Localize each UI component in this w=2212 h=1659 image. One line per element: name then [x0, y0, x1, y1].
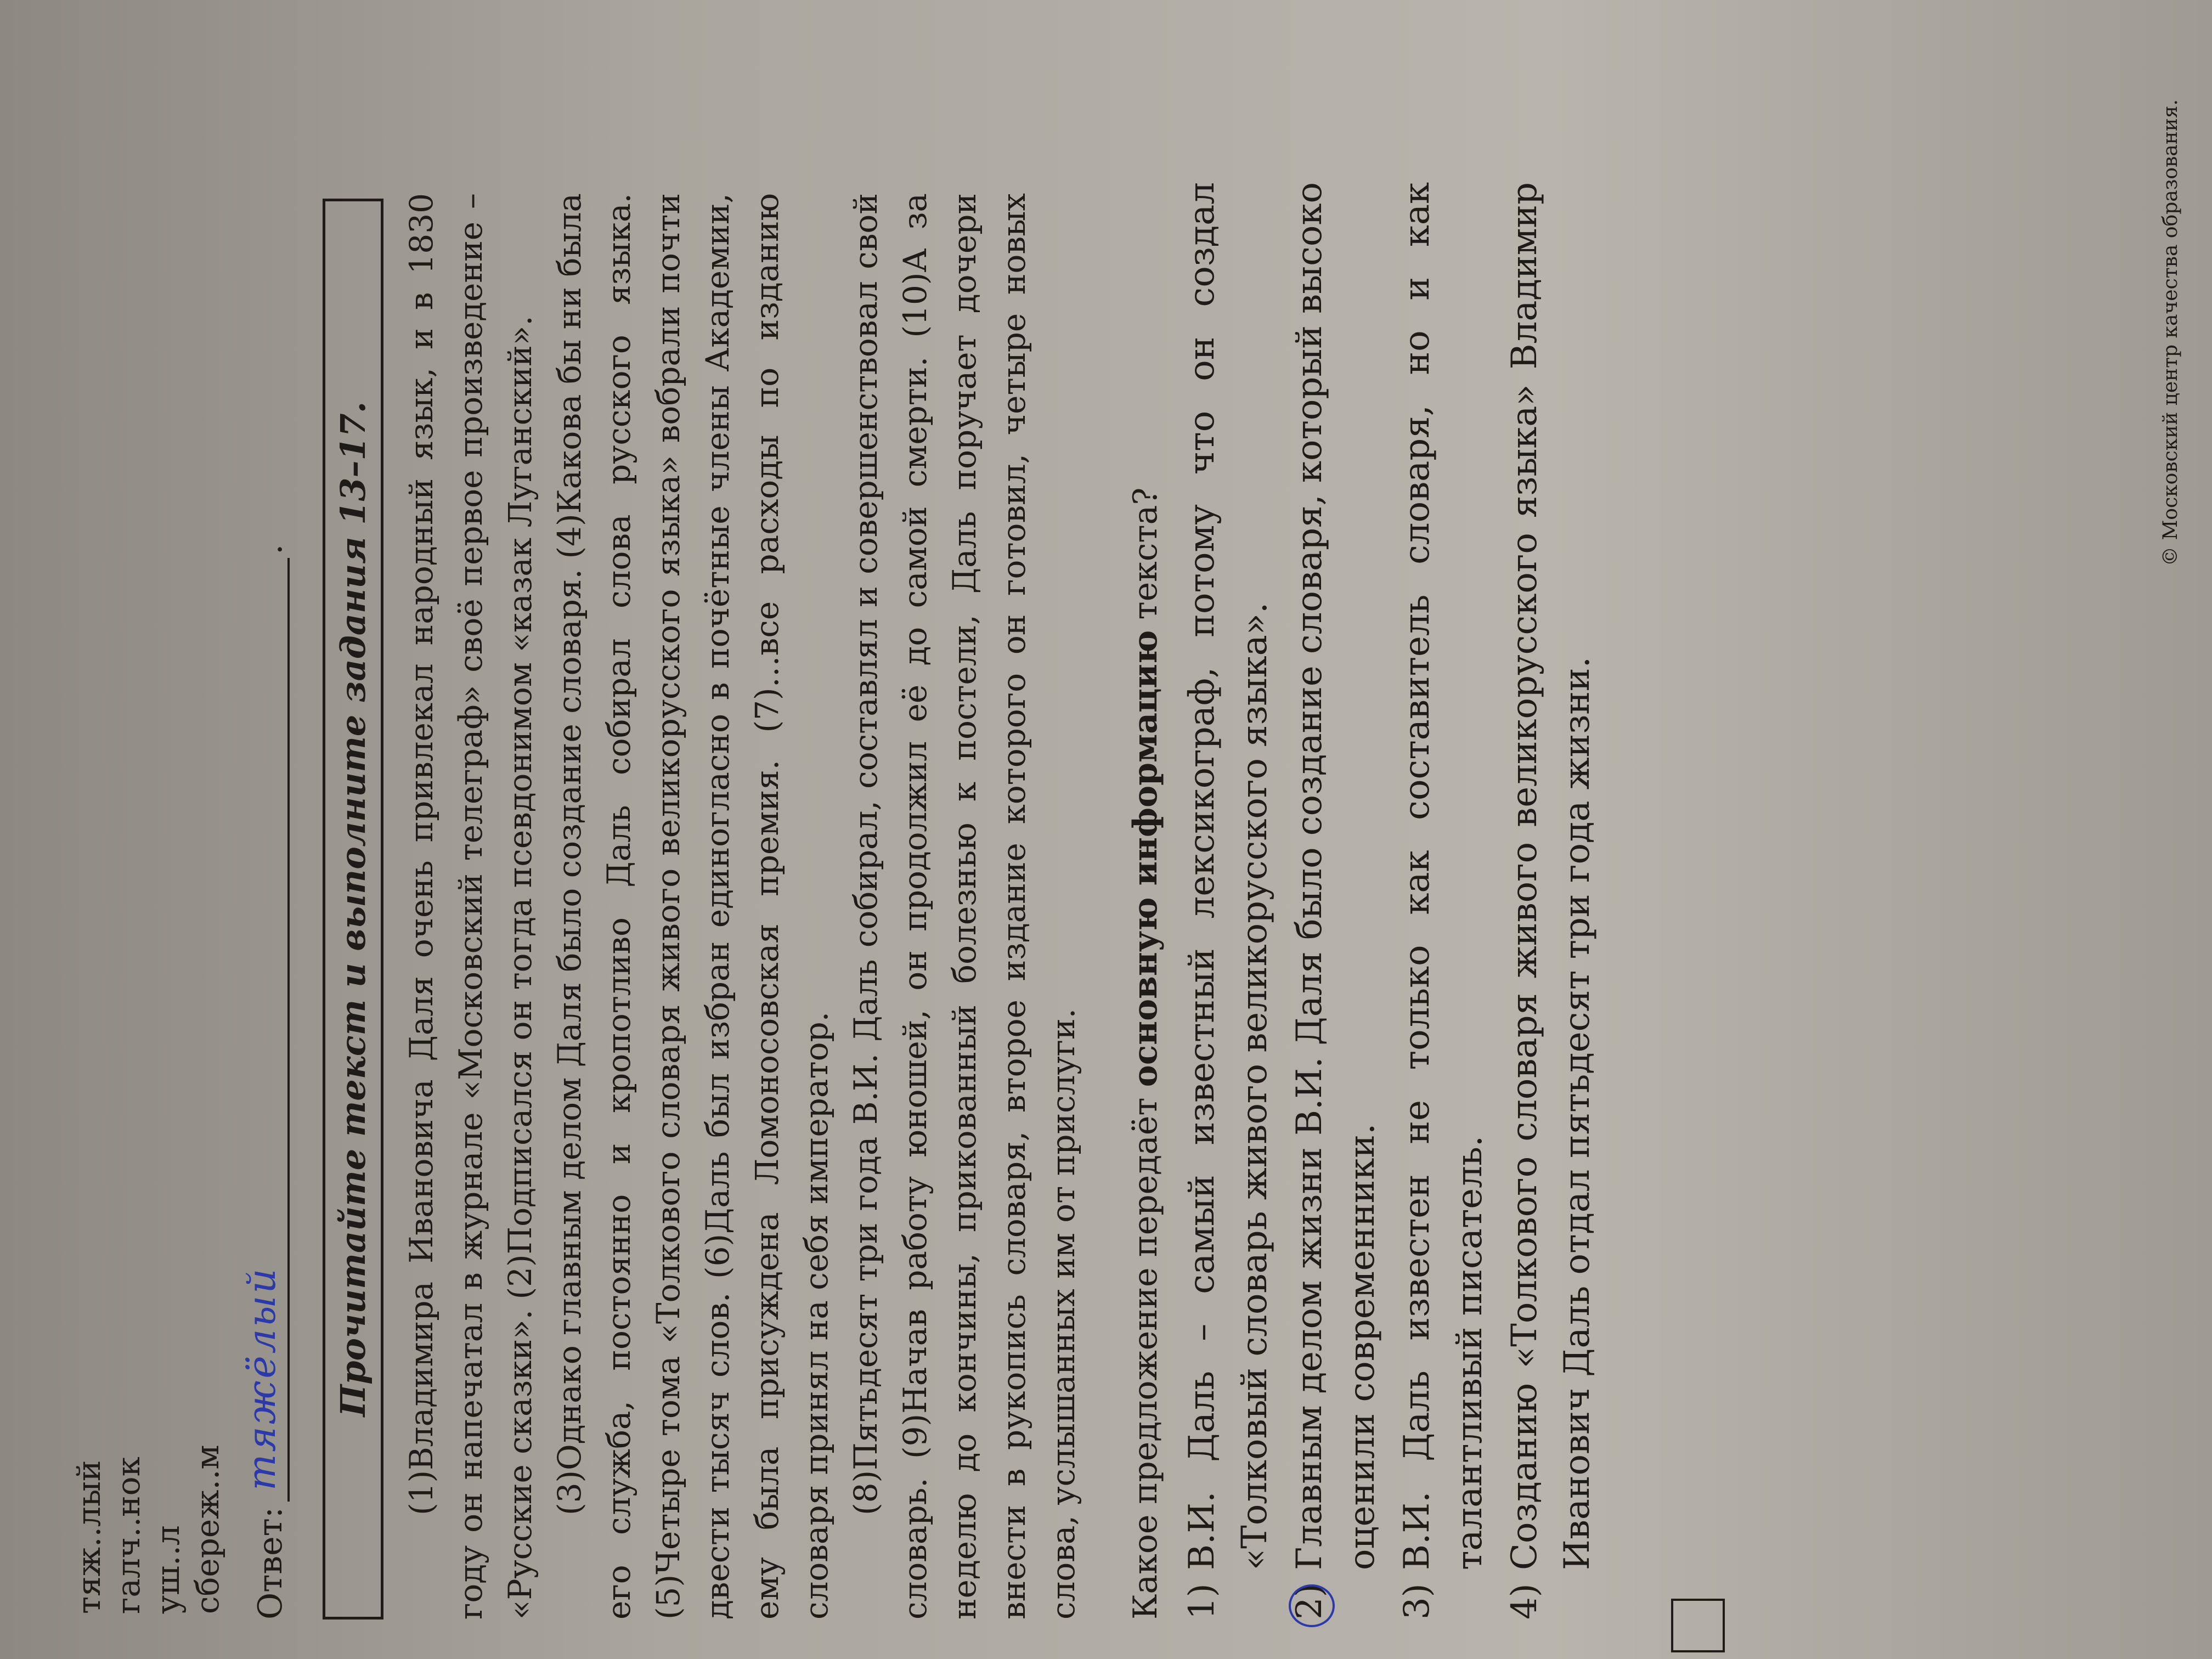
answer-label: Ответ: — [251, 1506, 290, 1620]
option-text: В.И. Даль известен не только как составитель словаря, но и как талантливый писатель. — [1397, 182, 1490, 1570]
option-number: 1) — [1182, 1583, 1222, 1620]
text-paragraph: (1)Владимира Ивановича Даля очень привлекал народный язык, и в 1830 году он напечатал в журнале «Московский телеграф» своё первое произведение – «Русские сказки». (2)Подписался он тогда псевдонимом «казак Луганский». — [403, 193, 539, 1620]
option-number — [1283, 1570, 1389, 1620]
question-text-end: текста? — [1126, 487, 1165, 630]
worksheet-page — [36, 7, 2182, 1652]
reading-text — [397, 193, 1088, 1620]
footer-copyright: © Московский центр качества образования. — [2159, 99, 2182, 566]
word-item: уш..л — [149, 1525, 187, 1614]
option-number: 4) — [1504, 1583, 1545, 1620]
option-number-label: 2) — [1289, 1583, 1330, 1620]
option-3[interactable] — [1391, 182, 1496, 1620]
question-bold: основную информацию — [1126, 630, 1165, 1087]
option-4[interactable] — [1498, 182, 1604, 1620]
handwritten-answer: тяжёлый — [239, 1266, 284, 1491]
word-item: сбереж..м — [189, 1444, 226, 1614]
word-list — [69, 40, 227, 1614]
question-text: Какое предложение передаёт — [1126, 1087, 1165, 1620]
option-text: Созданию «Толкового словаря живого великорусского языка» Владимир Иванович Даль отдал пятьдесят три года жизни. — [1504, 182, 1598, 1570]
answer-options — [1176, 182, 1604, 1620]
answer-line — [239, 40, 290, 1620]
answer-field[interactable] — [239, 558, 290, 1502]
word-item: галч..нок — [110, 1457, 147, 1614]
option-number: 3) — [1397, 1583, 1437, 1620]
option-1[interactable] — [1176, 182, 1281, 1620]
option-text: Главным делом жизни В.И. Даля было создание словаря, который высоко оценили современники. — [1289, 182, 1383, 1570]
answer-box[interactable] — [1671, 1599, 1725, 1652]
task-title-box: Прочитайте текст и выполните задания 13–17. — [323, 199, 383, 1620]
handwritten-circle-mark — [1289, 1584, 1335, 1627]
option-text: В.И. Даль – самый известный лексикограф, потому что он создал «Толковый словарь живого великорусского языка». — [1182, 182, 1275, 1570]
text-paragraph: (8)Пятьдесят три года В.И. Даль собирал, составлял и совершенствовал свой словарь. (9)Начав работу юношей, он продолжил её до самой смерти. (10)А за неделю до кончины, прикованный болезнью к постели, Даль поручает дочери внести в рукопись словаря, второе издание которого он готовил, четыре новых слова, услышанных им от прислуги. — [847, 193, 1082, 1620]
answer-dot: . — [251, 544, 290, 555]
option-2[interactable] — [1283, 182, 1389, 1620]
word-item: тяж..лый — [70, 1460, 108, 1614]
question — [1126, 193, 1165, 1620]
text-paragraph: (3)Однако главным делом Даля было создание словаря. (4)Какова бы ни была его служба, постоянно и кропотливо Даль собирал слова русского языка. (5)Четыре тома «Толкового словаря живого великорусского языка» вобрали почти двести тысяч слов. (6)Даль был избран единогласно в почётные члены Академии, ему была присуждена Ломоносовская премия. (7)…все расходы по изданию словаря принял на себя император. — [551, 193, 835, 1620]
